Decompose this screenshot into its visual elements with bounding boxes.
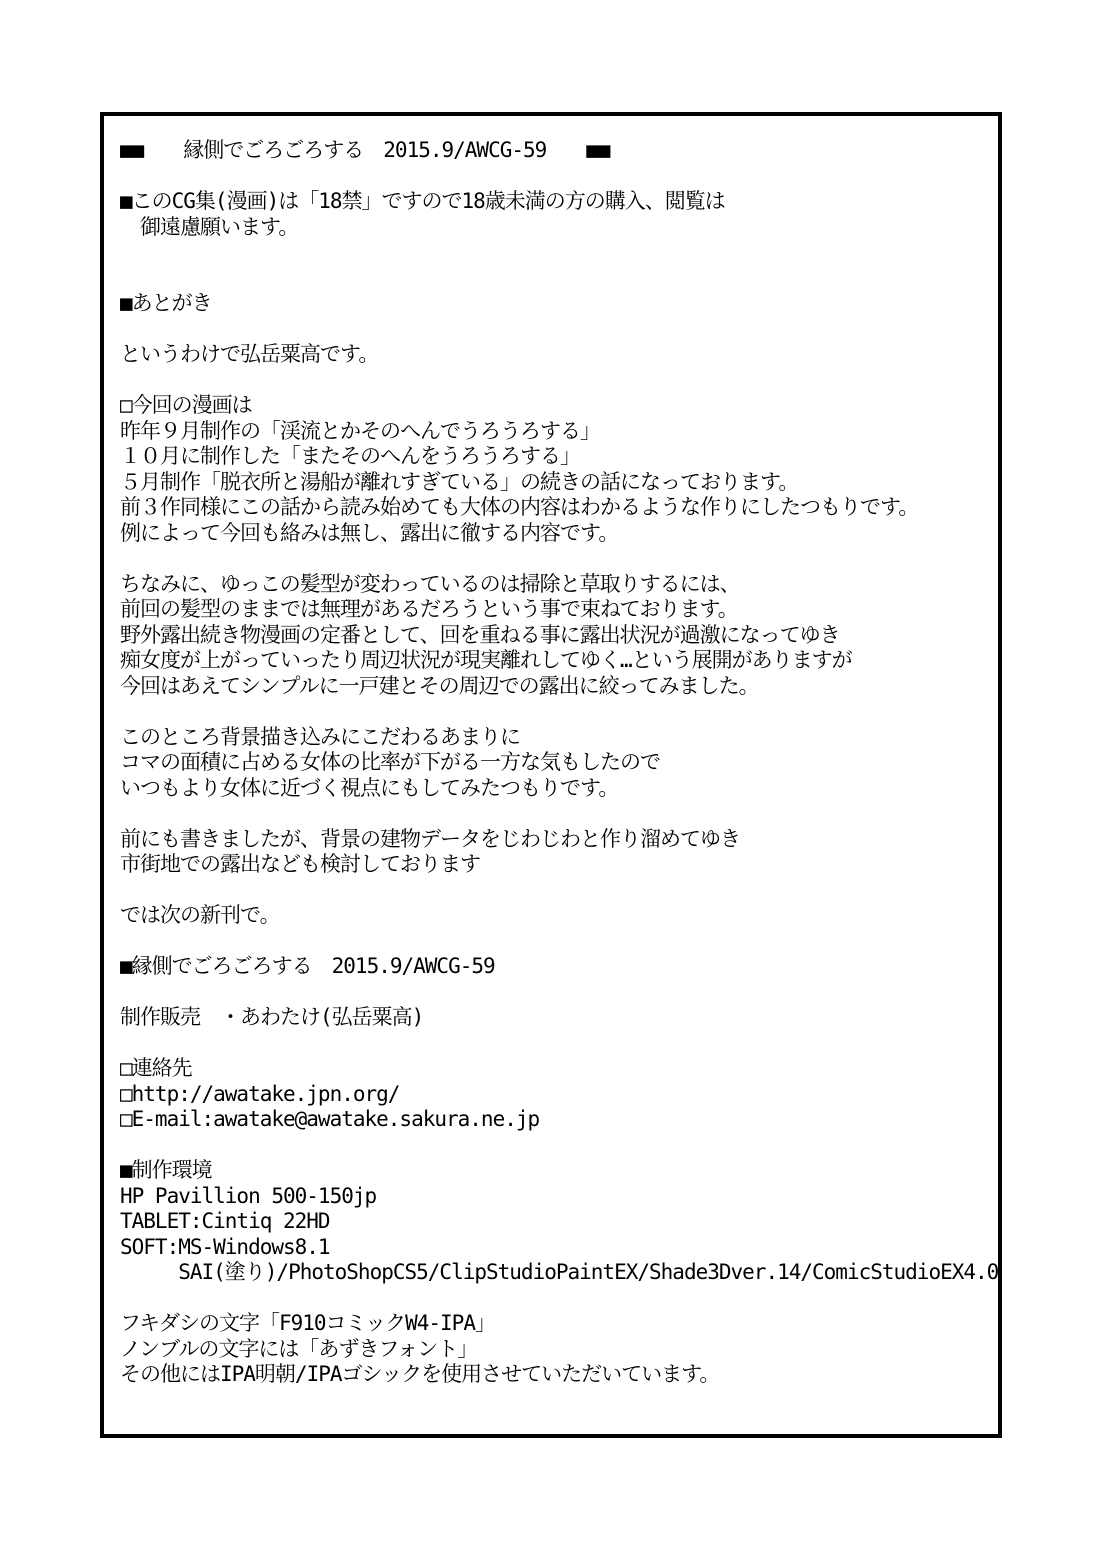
author-greeting: というわけで弘岳粟高です。: [120, 342, 379, 366]
blank-line: [120, 546, 986, 572]
os-spec-line: SOFT:MS-Windows8.1: [120, 1234, 330, 1259]
manga-note-line: 前３作同様にこの話から読み始めても大体の内容はわかるような作りにしたつもりです。: [120, 495, 919, 519]
afterword-heading: ■あとがき: [120, 291, 212, 315]
manga-note-line: １０月に制作した「またそのへんをうろうろする」: [120, 444, 580, 468]
exposure-note-line: 野外露出続き物漫画の定番として、回を重ねる事に露出状況が過激になってゆき: [120, 622, 840, 647]
font-note-line: フキダシの文字「F910コミックW4-IPA」: [120, 1311, 495, 1335]
contact-heading: □連絡先: [120, 1056, 192, 1080]
font-note-line: ノンブルの文字には「あずきフォント」: [120, 1336, 478, 1361]
website-url: □http://awatake.jpn.org/: [120, 1081, 400, 1106]
exposure-note-line: 痴女度が上がっていったり周辺状況が現実離れしてゆく…という展開がありますが: [120, 648, 852, 672]
blank-line: [120, 1031, 986, 1057]
manga-note-line: ５月制作「脱衣所と湯船が離れすぎている」の続きの話になっております。: [120, 469, 799, 494]
age-warning-line-1: ■このCG集(漫画)は「18禁」ですので18歳未満の方の購入、閲覧は: [120, 189, 725, 213]
blank-line: [120, 368, 986, 394]
background-note-line: このところ背景描き込みにこだわるあまりに: [120, 724, 520, 749]
text-frame: [100, 112, 1002, 1438]
blank-line: [120, 240, 986, 266]
blank-line: [120, 266, 986, 292]
blank-line: [120, 1286, 986, 1312]
production-env-heading: ■制作環境: [120, 1158, 212, 1182]
future-plan-line: 前にも書きましたが、背景の建物データをじわじわと作り溜めてゆき: [120, 826, 740, 851]
font-note-line: その他にはIPA明朝/IPAゴシックを使用させていただいています。: [120, 1362, 720, 1386]
credit-line: 制作販売 ・あわたけ(弘岳粟高): [120, 1005, 424, 1029]
manga-note-line: 昨年９月制作の「渓流とかそのへんでうろうろする」: [120, 418, 600, 443]
blank-line: [120, 164, 986, 190]
blank-line: [120, 317, 986, 343]
software-spec-line: SAI(塗り)/PhotoShopCS5/ClipStudioPaintEX/Shade3Dver.14/ComicStudioEX4.0: [120, 1260, 999, 1284]
hairstyle-note-line: ちなみに、ゆっこの髪型が変わっているのは掃除と草取りするには、: [120, 571, 740, 596]
age-warning-line-2: 御遠慮願います。: [120, 214, 299, 239]
pc-spec-line: HP Pavillion 500-150jp: [120, 1183, 377, 1208]
blank-line: [120, 801, 986, 827]
book-title-line: ■縁側でごろごろする 2015.9/AWCG-59: [120, 954, 495, 978]
blank-line: [120, 878, 986, 904]
manga-note-line: 例によって今回も絡みは無し、露出に徹する内容です。: [120, 520, 619, 545]
email-address: □E-mail:awatake@awatake.sakura.ne.jp: [120, 1107, 540, 1131]
blank-line: [120, 929, 986, 955]
background-note-line: コマの面積に占める女体の比率が下がる一方な気もしたので: [120, 750, 660, 774]
hairstyle-note-line: 前回の髪型のままでは無理があるだろうという事で束ねております。: [120, 597, 738, 621]
closing-line: では次の新刊で。: [120, 903, 280, 927]
background-note-line: いつもより女体に近づく視点にもしてみたつもりです。: [120, 775, 619, 800]
title-banner: ■■ 縁側でごろごろする 2015.9/AWCG-59 ■■: [120, 138, 610, 162]
blank-line: [120, 1133, 986, 1159]
blank-line: [120, 699, 986, 725]
current-manga-heading: □今回の漫画は: [120, 393, 252, 417]
tablet-spec-line: TABLET:Cintiq 22HD: [120, 1209, 330, 1233]
future-plan-line: 市街地での露出なども検討しております: [120, 852, 480, 876]
blank-line: [120, 980, 986, 1006]
exposure-note-line: 今回はあえてシンプルに一戸建とその周辺での露出に絞ってみました。: [120, 673, 759, 698]
